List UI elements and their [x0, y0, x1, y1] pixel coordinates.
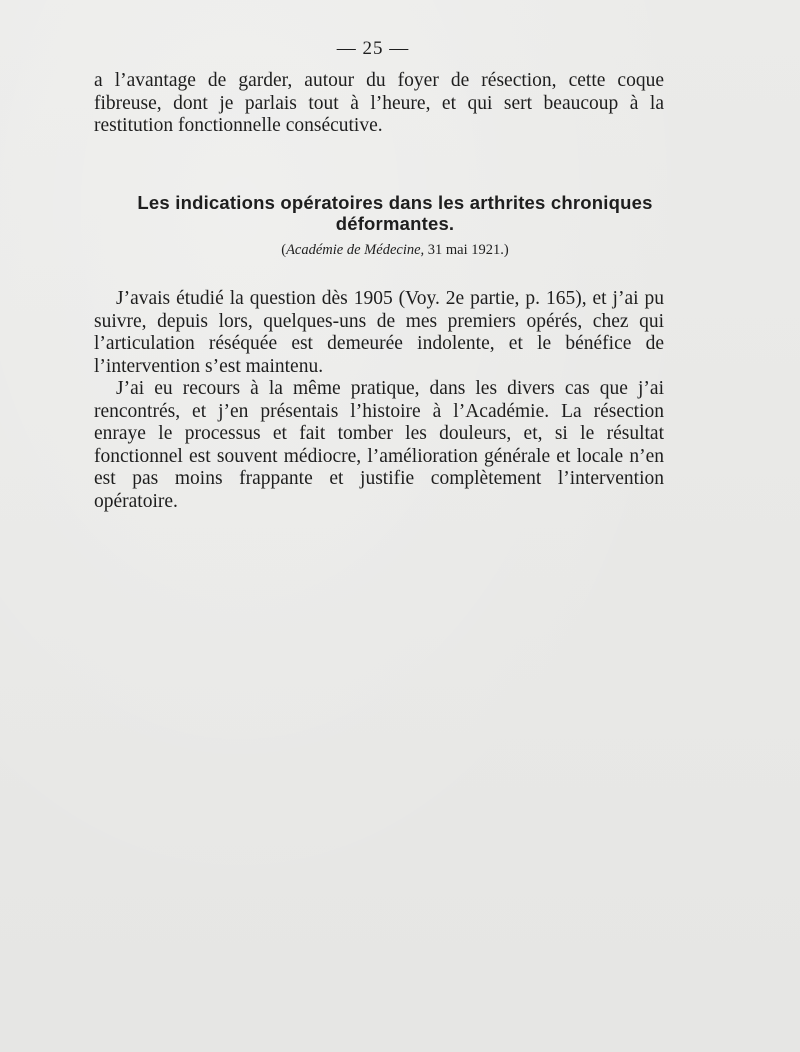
paragraph: J’avais étudié la question dès 1905 (Voy. 2e partie, p. 165), et j’ai pu suivre, depuis lors, quelques-uns de mes premiers opérés, chez qui l’articulation réséquée est demeurée indolente, et le bénéfice de l’intervention s’est maintenu.	[94, 288, 664, 377]
carry-over-paragraph	[94, 70, 664, 138]
citation: (Académie de Médecine, 31 mai 1921.)	[281, 242, 509, 258]
section-title: Les indications opératoires dans les arthrites chroniques déformantes.	[137, 192, 653, 234]
section-body	[94, 288, 664, 513]
citation-date: 31 mai 1921.	[427, 242, 504, 258]
page-number: — 25 —	[336, 38, 410, 59]
paragraph: a l’avantage de garder, autour du foyer de résection, cette coque fibreuse, dont je parlais tout à l’heure, et qui sert beaucoup à la restitution fonctionnelle consécutive.	[94, 70, 664, 136]
citation-source: Académie de Médecine,	[286, 242, 425, 258]
paragraph: J’ai eu recours à la même pratique, dans les divers cas que j’ai rencontrés, et j’en présentais l’histoire à l’Académie. La résection enraye le processus et fait tomber les douleurs, et, si le résultat fonctionnel est souvent médiocre, l’amélioration générale et locale n’en est pas moins frappante et justifie complètement l’intervention opératoire.	[94, 378, 664, 512]
